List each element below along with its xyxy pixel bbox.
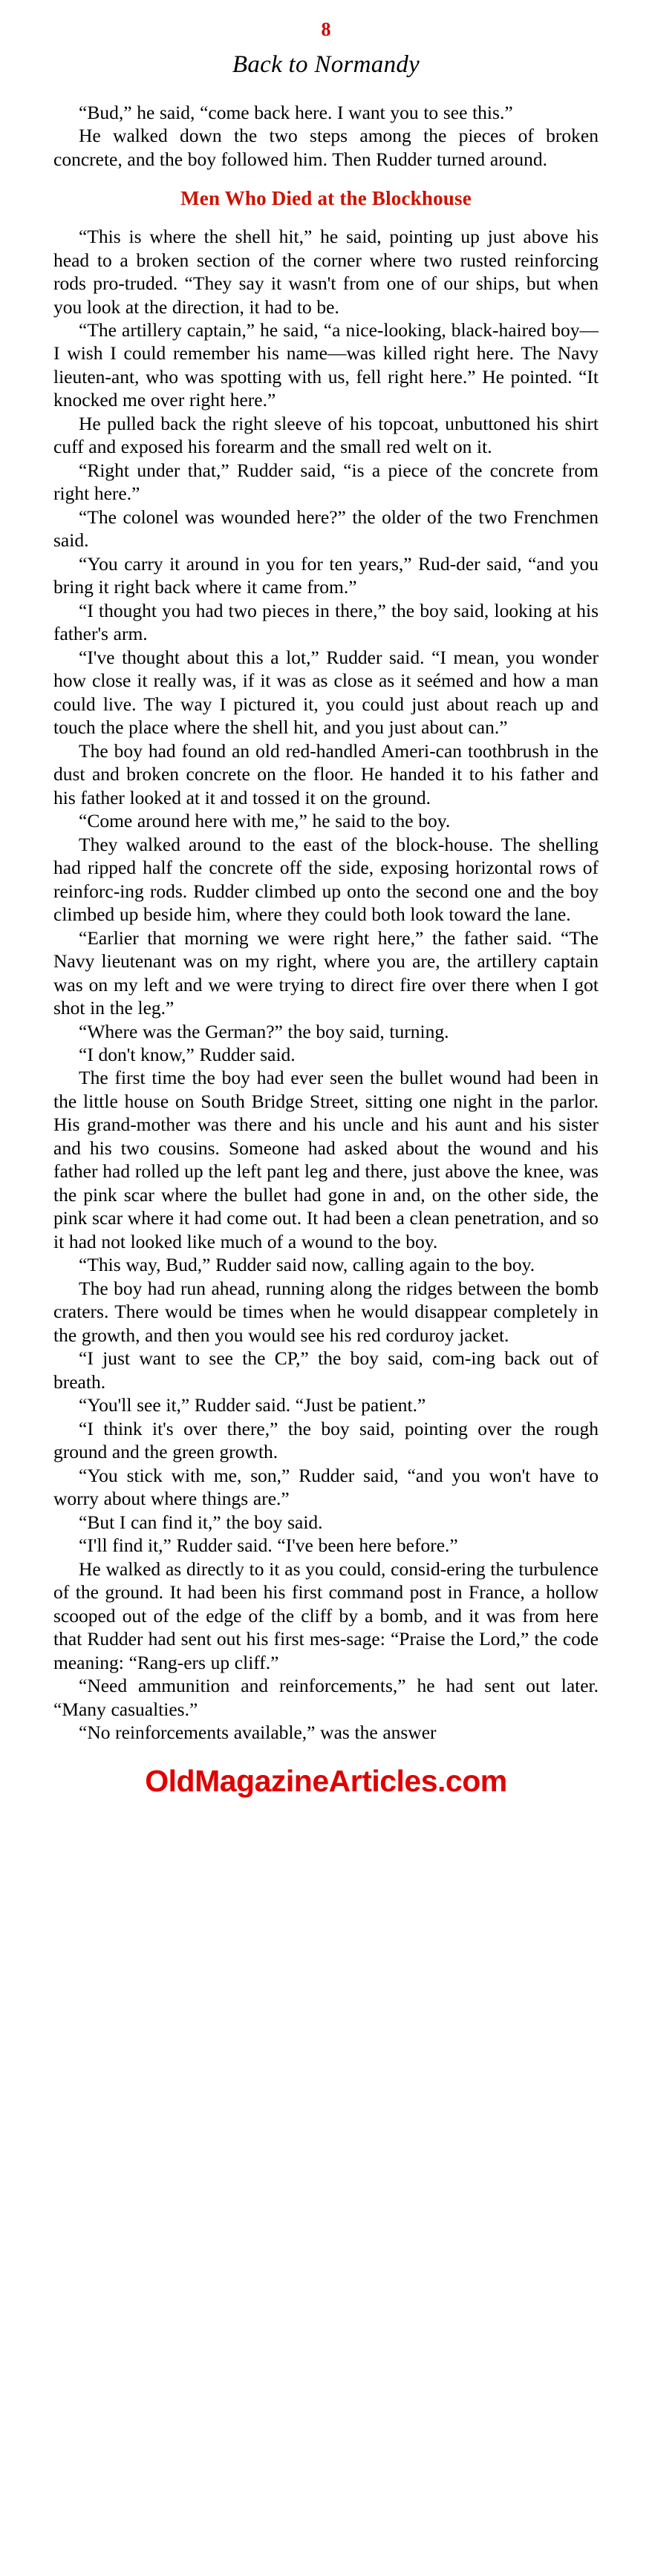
paragraph: “I don't know,” Rudder said. [79, 1044, 296, 1065]
paragraph: “I've thought about this a lot,” Rudder said. “I mean, you wonder how close it really was, if it was as close as it seémed and how a man could live. The way I pictured it, you could just about reach up and touch the place where the shell hit, and you just about can.” [53, 646, 599, 739]
paragraph: He pulled back the right sleeve of his topcoat, unbuttoned his shirt cuff and exposed his forearm and the small red welt on it. [53, 412, 599, 458]
page-number: 8 [321, 19, 331, 40]
paragraph: “You carry it around in you for ten years,” Rud-der said, “and you bring it right back where it came from.” [53, 552, 599, 598]
paragraph: “I think it's over there,” the boy said, pointing over the rough ground and the green growth. [53, 1417, 599, 1463]
paragraph: The boy had run ahead, running along the ridges between the bomb craters. There would be times when he would disappear completely in the growth, and then you would see his red corduroy jacket. [53, 1277, 599, 1346]
paragraph: “But I can find it,” the boy said. [79, 1511, 323, 1533]
paragraph: “Come around here with me,” he said to the boy. [79, 810, 451, 832]
paragraph: “Bud,” he said, “come back here. I want you to see this.” [79, 101, 513, 123]
paragraph: “You'll see it,” Rudder said. “Just be patient.” [79, 1394, 426, 1416]
paragraph: They walked around to the east of the block-house. The shelling had ripped half the concrete off the side, exposing horizontal rows of reinforc-ing rods. Rudder climbed up onto the second one and the boy climbed up beside him, where they could both look toward the lane. [53, 833, 599, 926]
section-heading: Men Who Died at the Blockhouse [180, 187, 472, 210]
paragraph: “I just want to see the CP,” the boy said, com-ing back out of breath. [53, 1347, 599, 1393]
paragraph: “Need ammunition and reinforcements,” he had sent out later. “Many casualties.” [53, 1675, 599, 1720]
paragraph: “This way, Bud,” Rudder said now, calling again to the boy. [79, 1254, 535, 1276]
running-head: Back to Normandy [232, 50, 420, 78]
paragraph: He walked as directly to it as you could, consid-ering the turbulence of the ground. It had been his first command post in France, a hollow scooped out of the edge of the cliff by a bomb, and it was from here that Rudder had sent out his first mes-sage: “Praise the Lord,” the code meaning: “Rang-ers up cliff.” [53, 1557, 599, 1673]
paragraph: The boy had found an old red-handled Ameri-can toothbrush in the dust and broken concrete on the floor. He handed it to his father and his father looked at it and tossed it on the ground. [53, 739, 599, 808]
paragraph: He walked down the two steps among the pieces of broken concrete, and the boy followed him. Then Rudder turned around. [53, 125, 599, 170]
paragraph: “Where was the German?” the boy said, turning. [79, 1020, 449, 1042]
paragraph: The first time the boy had ever seen the bullet wound had been in the little house on South Bridge Street, sitting one night in the parlor. His grand-mother was there and his uncle and his aunt and his sister and his two cousins. Someone had asked about the wound and his father had rolled up the left pant leg and there, just above the knee, was the pink scar where the bullet had gone in and, on the other side, the pink scar where it had come out. It had been a clean penetration, and so it had not looked like much of a wound to the boy. [53, 1067, 599, 1252]
paragraph: “I thought you had two pieces in there,” the boy said, looking at his father's arm. [53, 599, 599, 645]
paragraph: “This is where the shell hit,” he said, pointing up just above his head to a broken section of the corner where two rusted reinforcing rods pro-truded. “They say it wasn't from one of our ships, but when you look at the direction, it had to be. [53, 226, 599, 318]
paragraph: “Right under that,” Rudder said, “is a piece of the concrete from right here.” [53, 459, 599, 505]
paragraph: “The colonel was wounded here?” the older of the two Frenchmen said. [53, 506, 599, 552]
site-brand-footer[interactable]: OldMagazineArticles.com [145, 1763, 507, 1798]
paragraph: “Earlier that morning we were right here,” the father said. “The Navy lieutenant was on my right, where you are, the artillery captain was on my left and we were trying to direct fire over there when I got shot in the leg.” [53, 926, 599, 1019]
article-column [53, 101, 599, 1745]
paragraph: “You stick with me, son,” Rudder said, “and you won't have to worry about where things are.” [53, 1464, 599, 1510]
paragraph: “The artillery captain,” he said, “a nice-looking, black-haired boy—I wish I could remember his name—was killed right here. The Navy lieuten-ant, who was spotting with us, fell right here.” He pointed. “It knocked me over right here.” [53, 318, 599, 411]
paragraph: “No reinforcements available,” was the answer [79, 1722, 437, 1744]
paragraph: “I'll find it,” Rudder said. “I've been here before.” [79, 1534, 458, 1557]
